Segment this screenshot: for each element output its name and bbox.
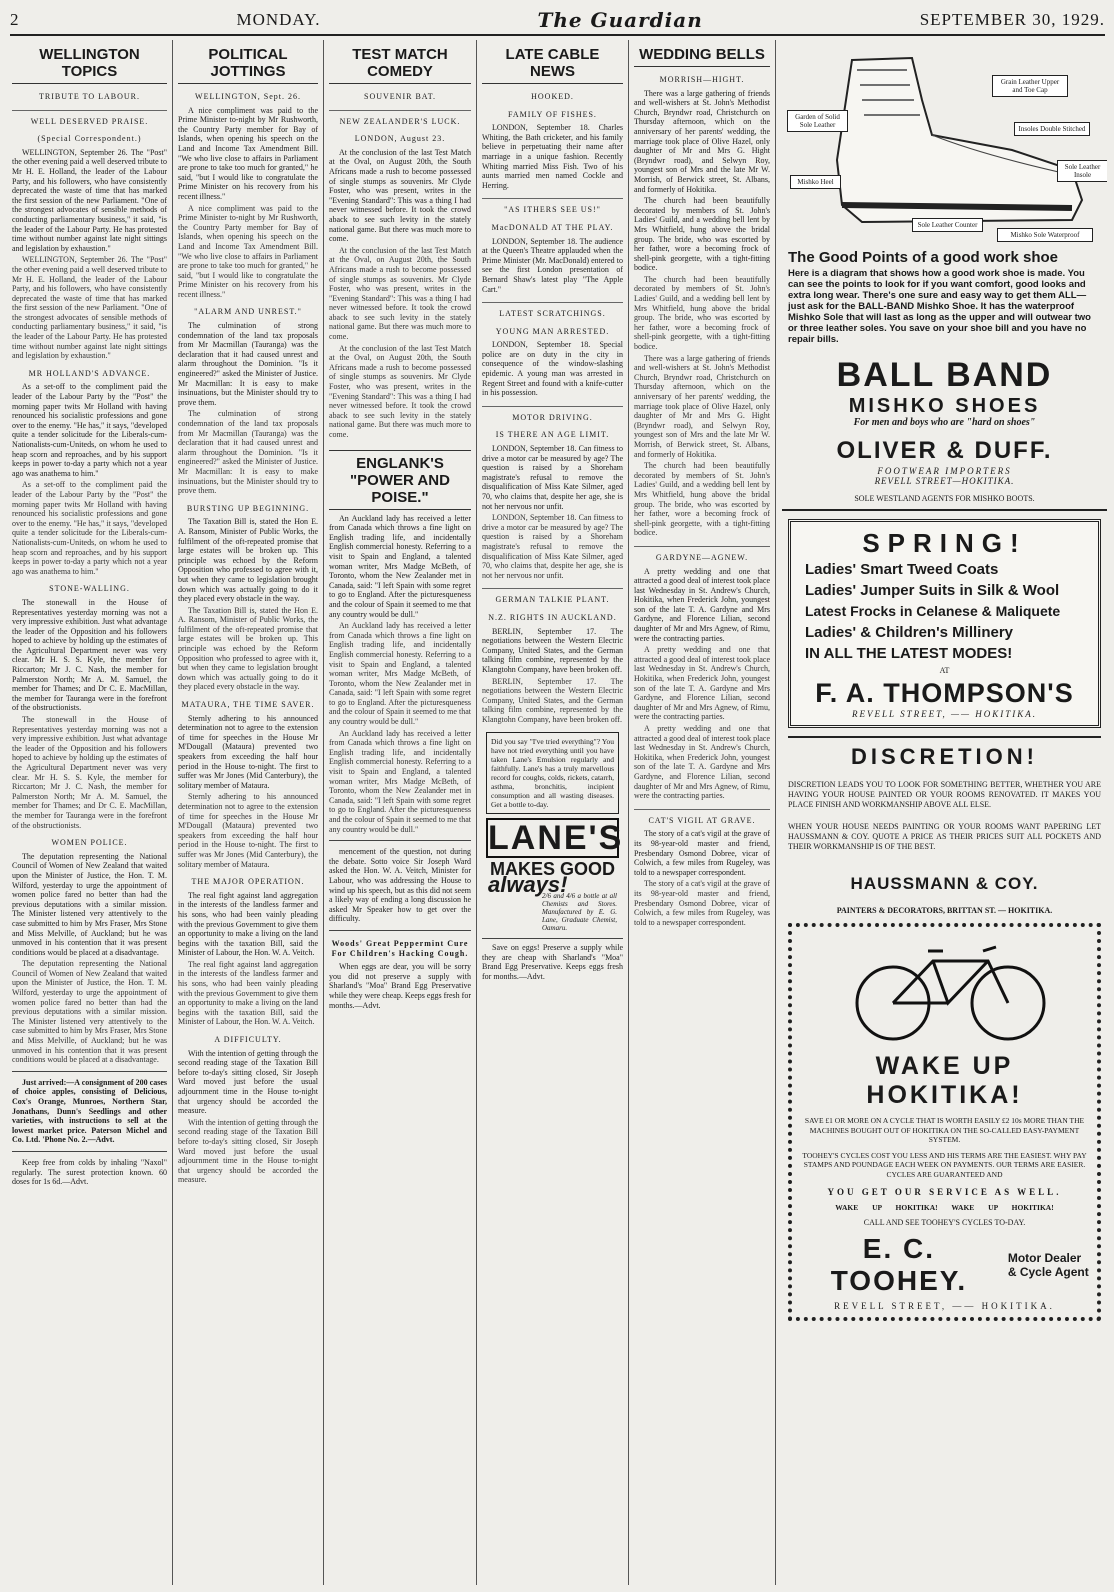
subheading: MR HOLLAND'S ADVANCE. (28, 368, 151, 378)
diagram-label: Grain Leather Upper and Toe Cap (992, 75, 1068, 97)
article-paragraph: With the intention of getting through the second reading stage of the Taxation Bill before to-day's sitting closed, Sir Joseph Ward moved just before the usual adjournment time in the House to-night that urgency should be accorded the measure. (178, 1048, 318, 1116)
column-rule (628, 40, 629, 1585)
article-paragraph: LONDON, September 18. Can fitness to drive a motor car be measured by age? The question is raised by a Shoreham magistrate's refusal to remove the disqualification of Miss Kate Silmer, aged 70, who claims that, despite her age, she is not her nervous nor unfit. (482, 513, 623, 580)
diagram-label: Mishko Sole Waterproof (997, 228, 1093, 242)
oliver-sub: FOOTWEAR IMPORTERS (877, 466, 1012, 476)
toohey-advert (788, 923, 1101, 1321)
article-paragraph: At the conclusion of the last Test Match at the Oval, on August 20th, the South Africans made a rush to become possessed of single stumps as souvenirs. Mr Clyde Foster, who was present, writes in the "Evening Standard": This was a thing I had never witnessed before. It took the crowd aback to see such levity in the stately national game. But there was much more to come. (329, 245, 471, 342)
article-paragraph: BERLIN, September 17. The negotiations between the Western Electric Company, United States, and the German talking film combine, represented by the Klangtohn Company, have been broken off. (482, 676, 623, 724)
article-paragraph: A pretty wedding and one that attracted a good deal of interest took place last Wednesday in St. Andrew's Church, Hokitika, when Frederick John, youngest son of the late T. A. Gardyne and Mrs Gardyne, and Florence Lilian, second daughter of Mr and Mrs Agnew, of Rimu, were the contracting parties. (634, 645, 770, 722)
article-paragraph: The church had been beautifully decorated by members of St. John's Ladies' Guild, and a wedding bell lent by Mrs Whitfield, hung above the bridal group. The bride, who was escorted by her father, wore a becoming frock of shell-pink georgette, with a tight-fitting bodice. (634, 274, 770, 352)
article-paragraph: The story of a cat's vigil at the grave of its 98-year-old master and friend, Presbendary Osmond Dobree, vicar of Colwich, a few miles from Rugeley, was told to a newspaper correspondent. (634, 829, 770, 877)
article-paragraph: As a set-off to the compliment paid the leader of the Labour Party by the "Post" the morning paper twits Mr Holland with having renounced his socialistic professions and gone over to the enemy. "He has," it says, "developed quite a tender solicitude for the Liberals-cum-Nationalists-cum-Uniteds, on whom he used to heap scorn and reproaches, and by his support keeps in power to-day a party which not a year ago was anathema to him." (12, 382, 167, 478)
column-rule (775, 40, 776, 1585)
wake-heading: WAKE UP HOKITIKA! (866, 1052, 1023, 1109)
thompson-advert (788, 519, 1101, 728)
at-label: AT (939, 666, 950, 675)
haussmann-name: HAUSSMANN & COY. (850, 874, 1039, 893)
column-rule (172, 40, 173, 1585)
toohey-name-row (798, 1233, 1091, 1297)
call-text: CALL AND SEE TOOHEY'S CYCLES TO-DAY. (863, 1218, 1026, 1227)
mishko-brand: MISHKO SHOES (848, 395, 1041, 417)
page-number: 2 (10, 10, 20, 29)
subheading: MORRISH—HIGHT. (659, 75, 745, 84)
advert-notice: When eggs are dear, you will be sorry you did not preserve a supply with Sharland's "Moa" Brand Egg Preservative while they were cheap. Keeps eggs fresh for months.—Advt. (329, 962, 471, 1010)
subheading: YOUNG MAN ARRESTED. (495, 326, 610, 336)
column-wellington-topics (12, 40, 167, 1585)
article-paragraph: The deputation representing the National Council of Women of New Zealand that waited upon the Minister of Justice, the Hon. T. M. Wilford, yesterday to urge the appointment of women police fared no better than had the previous deputations with a similar mission. The Minister listened very attentively to the case submitted to him by Mrs Fraser, Mrs Stone and Miss Melville, of Auckland; but he was unmoved in his contention that it was present conditions would be placed at a disadvantage. (12, 851, 167, 957)
subheading: CAT'S VIGIL AT GRAVE. (634, 809, 770, 826)
subheading: SOUVENIR BAT. (364, 92, 436, 101)
article-paragraph: A nice compliment was paid to the Prime Minister to-night by Mr Rushworth, the Country Party member for Bay of Islands, when opening his speech on the Land and Income Tax Amendment Bill. "We who live close to affairs in Parliament are prone to take too much for granted," he said, "but I would like to congratulate the Prime Minister on his recovery from his recent illness." (178, 105, 318, 201)
article-paragraph: WELLINGTON, September 26. The "Post" the other evening paid a well deserved tribute to Mr H. E. Holland, the leader of the Labour Party, and his followers, who have consistently deprecated the waste of time that has marked the first session of the new Parliament. "One of the strongest advocates of sensible methods of conducting parliamentary business," it said, "is the leader of the Labour Party. He has protested time without number against late night sittings and legislation by exhaustion." (12, 147, 167, 253)
article-paragraph: At the conclusion of the last Test Match at the Oval, on August 20th, the South Africans made a rush to become possessed of single stumps as souvenirs. Mr Clyde Foster, who was present, writes in the "Evening Standard": This was a thing I had never witnessed before. It took the crowd aback to see such levity in the stately national game. But there was much more to come. (329, 343, 471, 439)
lanes-price: 2/6 and 4/6 a bottle at all Chemists and Stores. Manufactured by E. G. Lane, Graduate Chemist, Oamaru. (542, 892, 617, 933)
lanes-brand: LANE'S (488, 819, 623, 858)
spring-line: Latest Frocks in Celanese & Maliquete (805, 603, 1061, 619)
article-paragraph: Sternly adhering to his announced determination not to agree to the extension of time for speeches in the House Mr M'Dougall (Mataura) prevented two speakers from exceeding the half hour period in the House to-night. The first to suffer was Mr Jones (Mid Canterbury), the solitary member of Mataura. (178, 713, 318, 790)
spring-heading: SPRING! (862, 528, 1027, 558)
headline: TEST MATCH COMEDY (329, 46, 471, 84)
article-paragraph: A nice compliment was paid to the Prime Minister to-night by Mr Rushworth, the Country Party member for Bay of Islands, when opening his speech on the Land and Income Tax Amendment Bill. "We who live close to affairs in Parliament are prone to take too much for granted," he said, "but I would like to congratulate the Prime Minister on his recovery from his recent illness." (178, 203, 318, 299)
masthead (10, 6, 1105, 36)
diagram-label: Sole Leather Counter (912, 218, 983, 232)
article-paragraph: A pretty wedding and one that attracted a good deal of interest took place last Wednesday in St. Andrew's Church, Hokitika, when Frederick John, youngest son of the late T. A. Gardyne and Mrs Gardyne, and Florence Lilian, second daughter of Mr and Mrs Agnew, of Rimu, were the contracting parties. (634, 566, 770, 643)
subheading: NEW ZEALANDER'S LUCK. (329, 110, 471, 127)
column-rule (323, 40, 324, 1585)
boot-illustration (782, 40, 1107, 245)
advert-notice: Save on eggs! Preserve a supply while they are cheap with Sharland's "Moa" Brand Egg Preservative. Keeps eggs fresh for months.—Advt. (482, 943, 623, 981)
subheading: MacDONALD AT THE PLAY. (491, 222, 614, 232)
article-paragraph: With the intention of getting through the second reading stage of the Taxation Bill before to-day's sitting closed, Sir Joseph Ward moved just before the usual adjournment time in the House to-night that urgency should be accorded the measure. (178, 1117, 318, 1185)
advert-notice: Just arrived:—A consignment of 200 cases of choice apples, consisting of Delicious, Cox's Orange, Munroes, Northern Star, Jonathans, Dunn's Seedlings and other varieties, with instructions to sell at the lowest market price. Paterson Michel and Co. Ltd. 'Phone No. 2.—Advt. (12, 1077, 167, 1145)
article-paragraph: The church had been beautifully decorated by members of St. John's Ladies' Guild, and a wedding bell lent by Mrs Whitfield, hung above the bridal group. The bride, who was escorted by her father, wore a becoming frock of shell-pink georgette, with a tight-fitting bodice. (634, 196, 770, 273)
shoe-text: Here is a diagram that shows how a good work shoe is made. You can see the points to look for if you want comfort, good looks and extra long wear. There's one sure and easy way to get them ALL—just ask for the BALL-BAND Mishko Shoe. It has the waterproof Mishko Sole that will last as long as the upper and will outwear two or three leather soles. You save on your shoe bill and you have no repair bills. (788, 268, 1091, 345)
lanes-emulsion-advert (486, 732, 619, 814)
subheading: FAMILY OF FISHES. (508, 109, 597, 119)
dateline: WELLINGTON, Sept. 26. (195, 92, 301, 101)
subheading: WOMEN POLICE. (51, 838, 128, 848)
article-paragraph: The deputation representing the National Council of Women of New Zealand that waited upon the Minister of Justice, the Hon. T. M. Wilford, yesterday to urge the appointment of women police fared no better than had the previous deputations with a similar mission. The Minister listened very attentively to the case submitted to him by Mrs Fraser, Mrs Stone and Miss Melville, of Auckland; but he was unmoved in his contention that it was present conditions would be placed at a disadvantage. (12, 959, 167, 1065)
article-paragraph: LONDON, September 18. Special police are on duty in the city in consequence of the window-slashing epidemic. A young man was arrested in Regent Street and found with a knife-cutter in his possession. (482, 340, 623, 398)
haussmann-advert (788, 736, 1101, 915)
column-political-jottings (178, 40, 318, 1585)
article-paragraph: There was a large gathering of friends and well-wishers at St. John's Methodist Church, Bryndwr road, Christchurch on Thursday afternoon, which on the anniversary of her parents' wedding, the marriage took place of Olive Hazel, only daughter of Mr and Mrs G. Hight (Bryndwr road), and Selwyn Roy, youngest son of Mrs and the late Mr W. Morrish, of Berwick street, St. Albans, and formerly of Hokitika. (634, 353, 770, 459)
subheading: LATEST SCRATCHINGS. (482, 302, 623, 319)
discretion-text: DISCRETION LEADS YOU TO LOOK FOR SOMETHING BETTER, WHETHER YOU ARE HAVING YOUR HOUSE PAINTED OR YOUR ROOMS RENOVATED. IT MAKES YOU PLACE FINISH AND WORKMANSHIP ABOVE ALL ELSE. (788, 780, 1101, 809)
shoe-diagram (782, 40, 1107, 245)
oliver-duff: OLIVER & DUFF. (836, 437, 1053, 464)
article-paragraph: The real fight against land aggregation in the interests of the landless farmer and his sons, who had been vainly pleading with the previous Government to give them an opportunity to make a living on the land begins with the taxation Bill, said the Minister of Labour, the Hon. W. A. Veitch. (178, 890, 318, 958)
advert-title: Woods' Great Peppermint Cure For Children's Hacking Cough. (331, 938, 469, 958)
article-paragraph: An Auckland lady has received a letter from Canada which throws a fine light on English trading life, and incidentally English commercial honesty. Referring to a visit to Spain and England, a talented woman writer, Mrs Madge McBeth, of Toronto, whom the New Zealander met in Canada, said: "I left Spain with some regret to go to England. After the picturesqueness and the colour of Spain it seemed to me that any country would be dull." (329, 728, 471, 834)
byline: (Special Correspondent.) (37, 134, 142, 144)
ballband-logo: BALL BAND (836, 356, 1053, 394)
spring-line: Ladies' & Children's Millinery (805, 624, 1014, 641)
diagram-label: Sole Leather Insole (1057, 160, 1107, 182)
headline: WELLINGTON TOPICS (12, 46, 167, 84)
subheading: HOOKED. (531, 92, 574, 101)
article-paragraph: The culmination of strong condemnation of the land tax proposals from Mr Macmillan (Tauranga) was the declaration that it had caused unrest and alarm throughout the Dominion. "Is it engineered?" asked the Minister of Justice. Mr Macmillan: It is easy to make insinuations, but the Minister should try to prove them. (178, 321, 318, 407)
column-late-cable-news (482, 40, 623, 1585)
wake-text: SAVE £1 OR MORE ON A CYCLE THAT IS WORTH EASILY £2 10s MORE THAN THE MACHINES BOUGHT OUT OF HOKITIKA ON THE SO-CALLED EASY-PAYMENT SYSTEM. (804, 1116, 1085, 1144)
subheading: THE MAJOR OPERATION. (191, 877, 305, 887)
subheading: TRIBUTE TO LABOUR. (38, 92, 141, 101)
subheading: N.Z. RIGHTS IN AUCKLAND. (488, 612, 617, 622)
bicycle-icon (798, 933, 1098, 1043)
article-paragraph: As a set-off to the compliment paid the leader of the Labour Party by the "Post" the morning paper twits Mr Holland with having renounced his socialistic professions and gone over to the enemy. "He has," it says, "developed quite a tender solicitude for the Liberals-cum-Nationalists-cum-Uniteds, on whom he used to heap scorn and reproaches, and by his support keeps in power to-day a party which not a year ago was anathema to him." (12, 480, 167, 576)
subheading: MOTOR DRIVING. (482, 406, 623, 423)
subheading: "ALARM AND UNREST." (194, 307, 302, 317)
paper-name: The Guardian (537, 8, 703, 32)
headline: WEDDING BELLS (634, 46, 770, 67)
issue-date: SEPTEMBER 30, 1929. (919, 10, 1105, 29)
shoe-heading: The Good Points of a good work shoe (788, 249, 1058, 266)
article-paragraph: At the conclusion of the last Test Match at the Oval, on August 20th, the South Africans made a rush to become possessed of single stumps as souvenirs. Mr Clyde Foster, who was present, writes in the "Evening Standard": This was a thing I had never witnessed before. It took the crowd aback to see such levity in the stately national game. But there was much more to come. (329, 147, 471, 244)
article-paragraph: The stonewall in the House of Representatives yesterday morning was not a very impressive exhibition. Just what advantage the leader of the Opposition and his followers hoped to achieve by holding up the estimates of the Agricultural Department never was very clear. Mr H. S. S. Kyle, the member for Riccarton; Mr J. C. Nash, the member for Palmerston North; Mr A. M. Samuel, the member for Thames; and Dr C. E. MacMillan, the member for Tauranga were in the forefront of the obstructionists. (12, 715, 167, 830)
subheading: WELL DESERVED PRAISE. (12, 110, 167, 127)
article-paragraph: LONDON, September 18. Can fitness to drive a motor car be measured by age? The question is raised by a Shoreham magistrate's refusal to remove the disqualification of Miss Kate Silmer, aged 70, who claims that, despite her age, she is not her nervous nor unfit. (482, 444, 623, 511)
article-paragraph: A pretty wedding and one that attracted a good deal of interest took place last Wednesday in St. Andrew's Church, Hokitika, when Frederick John, youngest son of the late T. A. Gardyne and Mrs Gardyne, and Florence Lilian, second daughter of Mr and Mrs Agnew, of Rimu, were the contracting parties. (634, 724, 770, 801)
subheading: IS THERE AN AGE LIMIT. (495, 430, 610, 440)
diagram-label: Insoles Double Stitched (1014, 122, 1090, 136)
headline: POLITICAL JOTTINGS (178, 46, 318, 84)
service-text: YOU GET OUR SERVICE AS WELL. (827, 1187, 1062, 1197)
subheading: GARDYNE—AGNEW. (634, 546, 770, 563)
oliver-agents: SOLE WESTLAND AGENTS FOR MISHKO BOOTS. (782, 494, 1107, 511)
spring-line: Ladies' Smart Tweed Coats (805, 561, 999, 578)
advertisement-column (782, 40, 1107, 1588)
spring-line: Ladies' Jumper Suits in Silk & Wool (805, 582, 1060, 599)
day: MONDAY. (236, 10, 321, 29)
haussmann-sub: PAINTERS & DECORATORS, BRITTAN ST. — HOKITIKA. (836, 906, 1053, 915)
article-paragraph: The Taxation Bill is, stated the Hon E. A. Ransom, Minister of Public Works, the fulfilment of the oft-repeated promise that large estates will be broken up. This principle was echoed by the Reform Opposition who professed to agree with it, but when they came to legislation brought down which was actually going to do it they placed every obstacle in the way. (178, 605, 318, 692)
thompson-name: F. A. THOMPSON'S (815, 678, 1074, 708)
dateline: LONDON, August 23. (354, 134, 446, 144)
column-rule (476, 40, 477, 1585)
mishko-tagline: For men and boys who are "hard on shoes" (853, 417, 1036, 428)
wake-small: WAKE UP HOKITIKA! WAKE UP HOKITIKA! (835, 1203, 1054, 1212)
subheading: "AS ITHERS SEE US!" (482, 198, 623, 215)
article-paragraph: LONDON, September 18. The audience at the Queen's Theatre applauded when the Prime Minister (Mr. MacDonald) entered to see the first London presentation of Bernard Shaw's latest play "The Apple Cart." (482, 236, 623, 294)
discretion-text: WHEN YOUR HOUSE NEEDS PAINTING OR YOUR ROOMS WANT PAPERING LET HAUSSMANN & COY. QUOTE A PRICE AS THEIR PRICES SUIT ALL POCKETS AND THEIR WORKMANSHIP IS OF THE BEST. (788, 822, 1101, 851)
subheading: STONE-WALLING. (49, 584, 130, 594)
toohey-address: REVELL STREET, —— HOKITIKA. (834, 1301, 1055, 1311)
subheading: BURSTING UP BEGINNING. (186, 503, 310, 513)
headline: ENGLANK'S "POWER AND POISE." (329, 450, 471, 510)
article-paragraph: An Auckland lady has received a letter from Canada which throws a fine light on English trading life, and incidentally English commercial honesty. Referring to a visit to Spain and England, a talented woman writer, Mrs Madge McBeth, of Toronto, whom the New Zealander met in Canada, said: "I left Spain with some regret to go to England. After the picturesqueness and the colour of Spain it seemed to me that any country would be dull." (329, 621, 471, 727)
article-paragraph: Sternly adhering to his announced determination not to agree to the extension of time for speeches in the House Mr M'Dougall (Mataura) prevented two speakers from exceeding the half hour period in the House to-night. The first to suffer was Mr Jones (Mid Canterbury), the solitary member of Mataura. (178, 792, 318, 869)
subheading: GERMAN TALKIE PLANT. (482, 588, 623, 605)
thompson-address: REVELL STREET, —— HOKITIKA. (852, 709, 1037, 719)
discretion-heading: DISCRETION! (851, 744, 1038, 769)
diagram-label: Mishko Heel (790, 175, 841, 189)
article-paragraph: The church had been beautifully decorated by members of St. John's Ladies' Guild, and a wedding bell lent by Mrs Whitfield, hung above the bridal group. The bride, who was escorted by her father, wore a becoming frock of shell-pink georgette, with a tight-fitting bodice. (634, 461, 770, 538)
article-paragraph: The culmination of strong condemnation of the land tax proposals from Mr Macmillan (Tauranga) was the declaration that it had caused unrest and alarm throughout the Dominion. "Is it engineered?" asked the Minister of Justice. Mr Macmillan: It is easy to make insinuations, but the Minister should try to prove them. (178, 409, 318, 496)
advert-notice: Keep free from colds by inhaling "Naxol" regularly. The surest protection known. 60 doses for 1s 6d.—Advt. (12, 1157, 167, 1187)
article-paragraph: The stonewall in the House of Representatives yesterday morning was not a very impressive exhibition. Just what advantage the leader of the Opposition and his followers hoped to achieve by holding up the estimates of the Agricultural Department never was very clear. Mr H. S. S. Kyle, the member for Riccarton; Mr J. C. Nash, the member for Palmerston North; Mr A. M. Samuel, the member for Thames; and Dr C. E. MacMillan, the member for Tauranga were in the forefront of the obstructionists. (12, 597, 167, 713)
oliver-address: REVELL STREET—HOKITIKA. (874, 476, 1015, 486)
subheading: A DIFFICULTY. (214, 1035, 282, 1045)
column-wedding-bells (634, 40, 770, 1585)
article-paragraph: LONDON, September 18. Charles Whiting, the Bath cricketer, and his family believe in perpetuating their name after marriage in a unique fashion. Recently Whiting married Miss Fish. Two of his aunts married men named Cockle and Herring. (482, 123, 623, 190)
article-paragraph: There was a large gathering of friends and well-wishers at St. John's Methodist Church, Bryndwr road, Christchurch on Thursday afternoon, which on the anniversary of her parents' wedding, the marriage took place of Olive Hazel, only daughter of Mr and Mrs G. Hight (Bryndwr road), and Selwyn Roy, youngest son of Mrs and the late Mr W. Morrish, of Berwick street, St. Albans, and formerly of Hokitika. (634, 88, 770, 194)
article-paragraph: The real fight against land aggregation in the interests of the landless farmer and his sons, who had been vainly pleading with the previous Government to give them an opportunity to make a living on the land begins with the taxation Bill, said the Minister of Labour, the Hon. W. A. Veitch. (178, 959, 318, 1027)
article-paragraph: An Auckland lady has received a letter from Canada which throws a fine light on English trading life, and incidentally English commercial honesty. Referring to a visit to Spain and England, a talented woman writer, Mrs Madge McBeth, of Toronto, whom the New Zealander met in Canada, said: "I left Spain with some regret to go to England. After the picturesqueness and the colour of Spain it seemed to me that any country would be dull." (329, 513, 471, 619)
toohey-tagline: Motor Dealer & Cycle Agent (1007, 1251, 1089, 1279)
wake-text: TOOHEY'S CYCLES COST YOU LESS AND HIS TERMS ARE THE EASIEST. WHY PAY STAMPS AND POUNDAGE EACH WEEK ON PAYMENTS. OUR TERMS ARE EASIER. CYCLES ARE GUARANTEED AND (802, 1150, 1087, 1179)
article-paragraph: The Taxation Bill is, stated the Hon E. A. Ransom, Minister of Public Works, the fulfilment of the oft-repeated promise that large estates will be broken up. This principle was echoed by the Reform Opposition who professed to agree with it, but when they came to legislation brought down which was actually going to do it they placed every obstacle in the way. (178, 517, 318, 604)
article-paragraph: WELLINGTON, September 26. The "Post" the other evening paid a well deserved tribute to Mr H. E. Holland, the leader of the Labour Party, and his followers, who have consistently deprecated the waste of time that has marked the first session of the new Parliament. "One of the strongest advocates of sensible methods of conducting parliamentary business," it said, "is the leader of the Labour Party. He has protested time without number against late night sittings and legislation by exhaustion." (12, 255, 167, 361)
spring-line: IN ALL THE LATEST MODES! (805, 645, 1013, 662)
advert-text: Did you say "I've tried everything"? You have not tried everything until you have taken Lane's Emulsion regularly and faithfully. Lane's has a truly marvellous record for coughs, colds, rickets, catarrh, asthma, bronchitis, incipient consumption and all wasting diseases. Get a bottle to-day. (491, 737, 614, 810)
toohey-name: E. C. TOOHEY. (830, 1233, 968, 1296)
column-test-match-comedy (329, 40, 471, 1585)
article-paragraph: mencement of the question, not during the debate. Sotto voice Sir Joseph Ward asked the Hon. W. A. Veitch, Minister for Labour, who was addressing the House to wind up his speech, but as this did not seem a likely way of ending a long discussion he asked Mr Speaker how to get over the difficulty. (329, 847, 471, 924)
subheading: MATAURA, THE TIME SAVER. (181, 700, 315, 710)
lanes-tagline: always! (488, 872, 568, 898)
diagram-label: Garden of Solid Sole Leather (787, 110, 848, 132)
article-paragraph: BERLIN, September 17. The negotiations between the Western Electric Company, United States, and the German talking film combine, represented by the Klangtohn Company, have been broken off. (482, 626, 623, 674)
headline: LATE CABLE NEWS (482, 46, 623, 84)
lanes-tagline: MAKES GOOD (489, 859, 615, 880)
article-paragraph: The story of a cat's vigil at the grave of its 98-year-old master and friend, Presbendary Osmond Dobree, vicar of Colwich, a few miles from Rugeley, was told to a newspaper correspondent. (634, 879, 770, 927)
